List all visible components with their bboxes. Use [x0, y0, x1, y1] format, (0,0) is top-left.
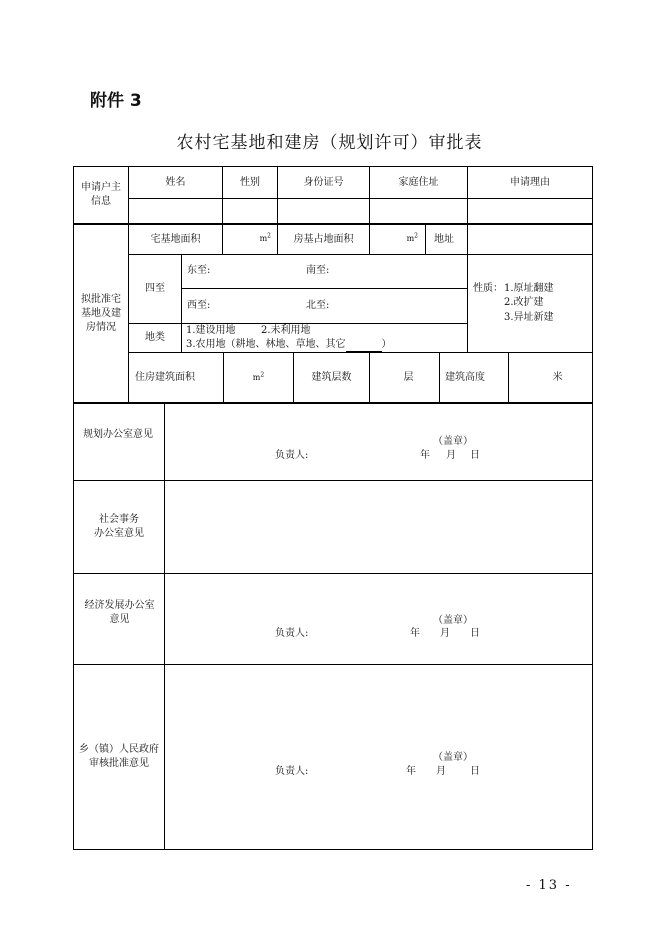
planning-responsible: 负责人: [275, 450, 309, 461]
boundary-east-south-cell[interactable] [181, 254, 467, 288]
economic-opinion-label-cell [73, 573, 164, 664]
header-home-address: 家庭住址 [369, 166, 467, 198]
reason-input-cell[interactable] [467, 198, 593, 224]
land-type-label: 地类 [128, 323, 181, 352]
nature-label: 性质： [473, 283, 503, 294]
land-type-line1: 1.建设用地 2.未利用地 [186, 325, 311, 336]
economic-year: 年 [410, 628, 420, 639]
planning-opinion-label-cell [73, 403, 164, 480]
page-number: - 13 - [526, 878, 572, 893]
boundary-west-north-cell[interactable] [181, 288, 467, 323]
land-type-cell[interactable] [181, 323, 467, 352]
header-gender: 性别 [222, 166, 277, 198]
planning-seal: （盖章） [433, 436, 473, 447]
header-id-number: 身份证号 [277, 166, 369, 198]
west-label: 西至: [187, 300, 211, 311]
floors-unit: 层 [403, 371, 414, 383]
height-input-cell[interactable] [508, 352, 593, 403]
nature-option-relocate[interactable]: 3.异址新建 [504, 312, 554, 323]
government-responsible: 负责人: [275, 766, 309, 777]
land-type-other-blank [346, 340, 382, 352]
floor-area-unit: $m^2$ [252, 370, 265, 382]
economic-responsible: 负责人: [275, 628, 309, 639]
floor-area-input-cell[interactable] [223, 352, 293, 403]
header-name: 姓名 [128, 166, 222, 198]
economic-seal: （盖章） [433, 615, 473, 626]
land-area-label: 宅基地面积 [128, 224, 222, 254]
gender-input-cell[interactable] [222, 198, 277, 224]
economic-opinion-cell[interactable] [164, 573, 593, 664]
planning-opinion-label: 规划办公室意见 [83, 429, 153, 440]
name-input-cell[interactable] [128, 198, 222, 224]
land-type-line2: 3.农用地（耕地、林地、草地、其它 ） [186, 339, 392, 350]
social-opinion-cell[interactable] [164, 480, 593, 573]
house-area-unit: $m^2$ [406, 232, 418, 243]
boundary-label: 四至 [128, 254, 181, 323]
house-area-label: 房基占地面积 [277, 224, 369, 254]
land-area-unit: $m^2$ [259, 232, 271, 243]
government-seal: （盖章） [433, 752, 473, 763]
government-day: 日 [470, 766, 480, 777]
planning-opinion-cell[interactable] [164, 403, 593, 480]
social-opinion-label: 社会事务 办公室意见 [73, 480, 164, 573]
north-label: 北至: [306, 300, 330, 311]
address-input-cell[interactable] [467, 224, 593, 254]
south-label: 南至: [306, 265, 330, 276]
form-title: 农村宅基地和建房（规划许可）审批表 [176, 133, 483, 153]
house-area-input-cell[interactable] [369, 224, 425, 254]
header-reason: 申请理由 [467, 166, 593, 198]
east-label: 东至: [187, 265, 211, 276]
floors-label: 建筑层数 [293, 352, 369, 403]
height-unit: 米 [552, 371, 563, 383]
nature-option-rebuild[interactable]: 1.原址翻建 [504, 283, 554, 294]
economic-opinion-label: 经济发展办公室 意见 [84, 600, 155, 625]
attachment-label: 附件 3 [90, 91, 142, 111]
government-opinion-cell[interactable] [164, 664, 593, 850]
government-year: 年 [406, 766, 416, 777]
floor-area-label-cell [128, 352, 223, 403]
planning-month: 月 [446, 450, 456, 461]
proposed-section-label: 拟批准宅 基地及建 房情况 [73, 224, 128, 403]
government-month: 月 [436, 766, 446, 777]
address-label: 地址 [425, 224, 467, 254]
home-address-input-cell[interactable] [369, 198, 467, 224]
economic-day: 日 [470, 628, 480, 639]
land-area-input-cell[interactable] [222, 224, 277, 254]
floor-area-label: 住房建筑面积 [135, 372, 195, 383]
nature-cell[interactable] [467, 254, 593, 352]
height-label: 建筑高度 [439, 352, 508, 403]
id-number-input-cell[interactable] [277, 198, 369, 224]
economic-month: 月 [440, 628, 450, 639]
applicant-section-label: 申请户主 信息 [73, 166, 128, 224]
government-opinion-label: 乡（镇）人民政府 审核批准意见 [73, 664, 164, 850]
floors-input-cell[interactable] [369, 352, 439, 403]
planning-year: 年 [420, 450, 430, 461]
planning-day: 日 [470, 450, 480, 461]
nature-option-expand[interactable]: 2.改扩建 [504, 297, 544, 308]
